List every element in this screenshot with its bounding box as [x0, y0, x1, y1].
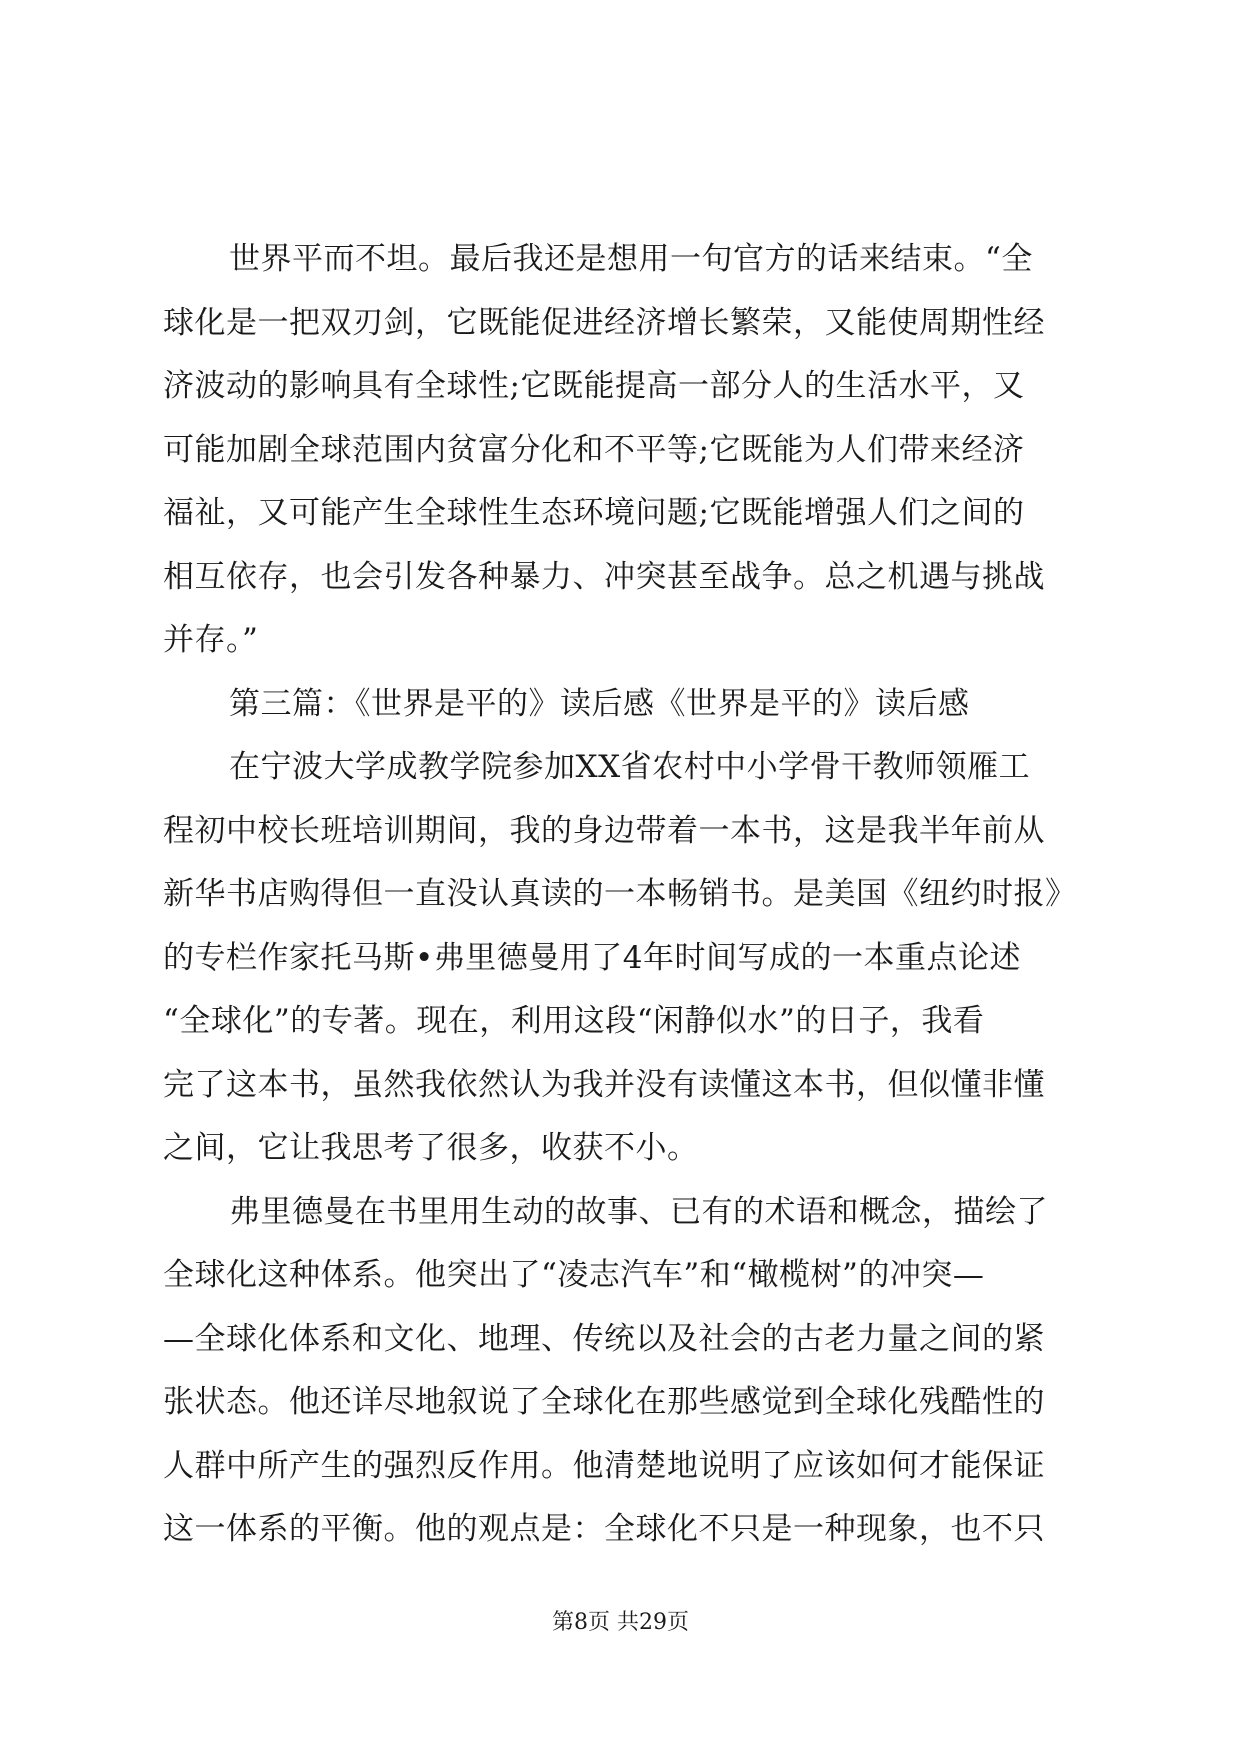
document-body [163, 228, 1083, 1562]
paragraph-line: 的专栏作家托马斯•弗里德曼用了4年时间写成的一本重点论述 [163, 939, 1022, 976]
paragraph-line: 球化是一把双刃剑，它既能促进经济增长繁荣，又能使周期性经 [163, 304, 1045, 341]
page-number-label: 第8页 共29页 [552, 1610, 689, 1635]
paragraph-line: 全球化这种体系。他突出了“凌志汽车”和“橄榄树”的冲突— [163, 1257, 985, 1293]
paragraph-line: 并存。” [163, 622, 259, 658]
paragraph-line: 弗里德曼在书里用生动的故事、已有的术语和概念，描绘了 [229, 1193, 1048, 1230]
paragraph-line: 在宁波大学成教学院参加XX省农村中小学骨干教师领雁工 [229, 749, 1031, 785]
page-footer [0, 1608, 1241, 1638]
paragraph-line: 之间，它让我思考了很多，收获不小。 [163, 1130, 699, 1166]
paragraph-line: 可能加剧全球范围内贫富分化和不平等;它既能为人们带来经济 [163, 431, 1025, 468]
paragraph-line: 相互依存，也会引发各种暴力、冲突甚至战争。总之机遇与挑战 [163, 558, 1045, 595]
paragraph-line: 完了这本书，虽然我依然认为我并没有读懂这本书，但似懂非懂 [163, 1066, 1045, 1103]
paragraph-line: 世界平而不坦。最后我还是想用一句官方的话来结束。“全 [229, 241, 1033, 277]
section-heading: 第三篇：《世界是平的》读后感《世界是平的》读后感 [229, 685, 970, 722]
paragraph-line: 人群中所产生的强烈反作用。他清楚地说明了应该如何才能保证 [163, 1447, 1045, 1484]
paragraph-line: 福祉，又可能产生全球性生态环境问题;它既能增强人们之间的 [163, 495, 1025, 531]
paragraph-line: 程初中校长班培训期间，我的身边带着一本书，这是我半年前从 [163, 812, 1045, 849]
paragraph-line: 张状态。他还详尽地叙说了全球化在那些感觉到全球化残酷性的 [163, 1384, 1045, 1420]
paragraph-line: “全球化”的专著。现在，利用这段“闲静似水”的日子，我看 [163, 1003, 985, 1039]
paragraph-line: 济波动的影响具有全球性;它既能提高一部分人的生活水平，又 [163, 368, 1025, 404]
paragraph-line: —全球化体系和文化、地理、传统以及社会的古老力量之间的紧 [163, 1320, 1045, 1357]
paragraph-line: 这一体系的平衡。他的观点是：全球化不只是一种现象，也不只 [163, 1511, 1045, 1547]
paragraph-line: 新华书店购得但一直没认真读的一本畅销书。是美国《纽约时报》 [163, 876, 1077, 912]
